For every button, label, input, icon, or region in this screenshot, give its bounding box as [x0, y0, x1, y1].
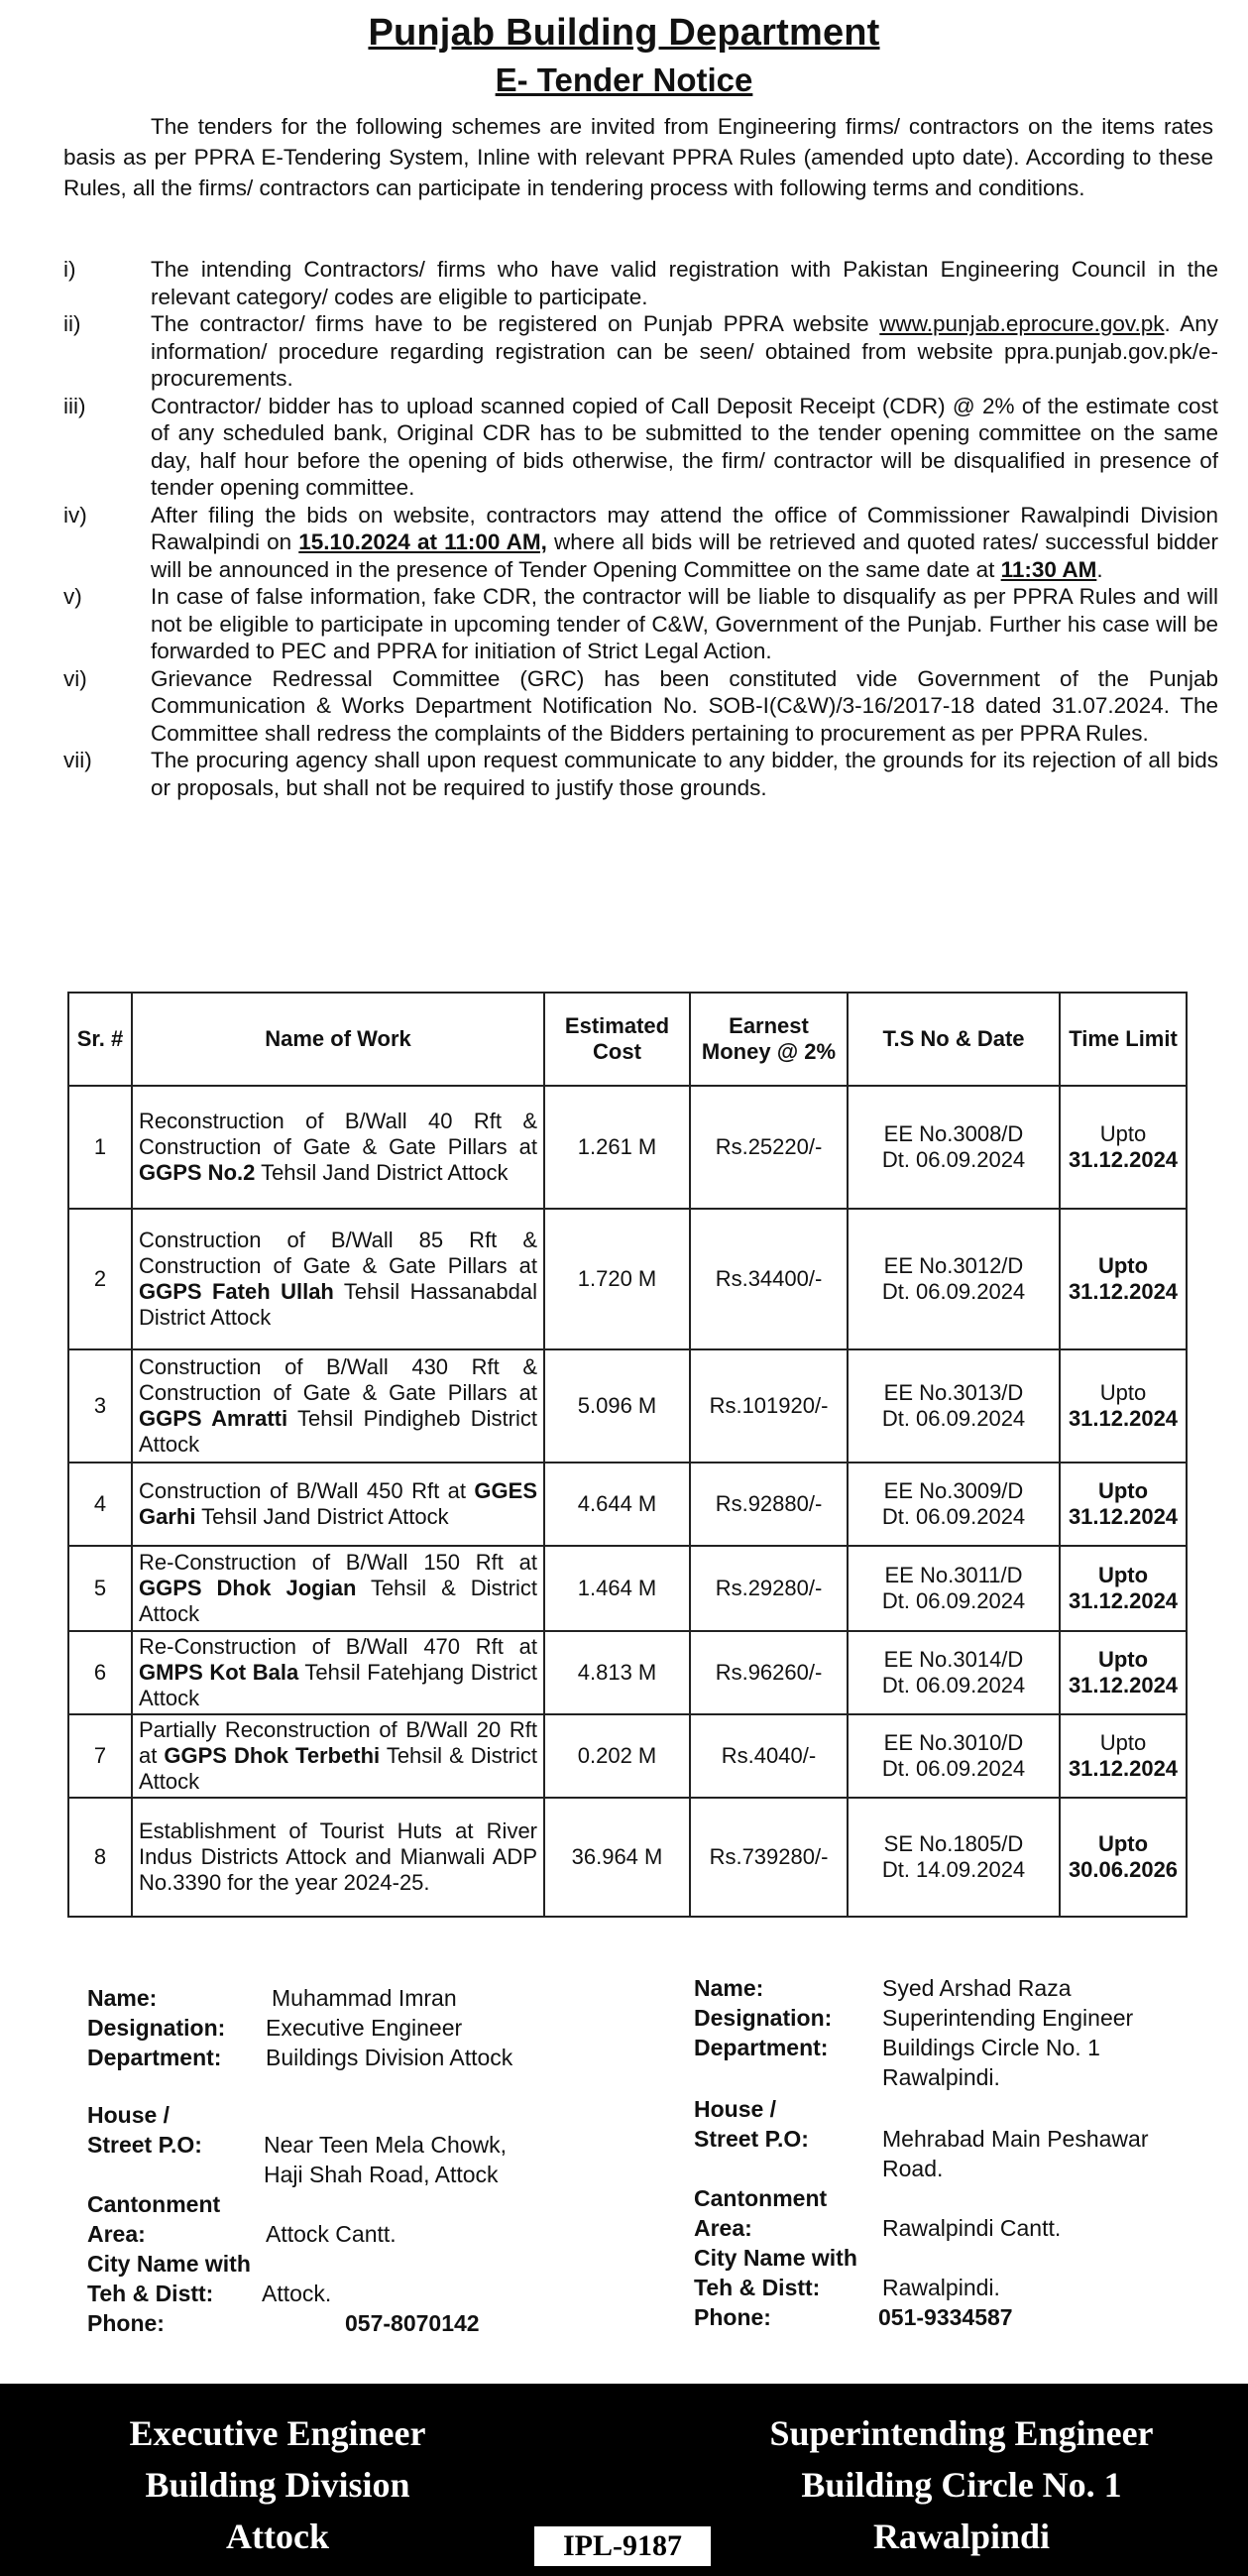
cell-earnest-money: Rs.34400/-: [690, 1209, 848, 1349]
time-limit-label: Upto: [1097, 1831, 1149, 1856]
house-label: House /: [694, 2096, 777, 2122]
cell-sr: 2: [68, 1209, 132, 1349]
cell-sr: 4: [68, 1463, 132, 1546]
cell-time-limit: [1060, 1798, 1187, 1917]
cell-time-limit: [1060, 1714, 1187, 1798]
signature-left: [0, 2407, 555, 2562]
signature-line: Building Circle No. 1: [801, 2465, 1122, 2505]
city-label: City Name with: [87, 2251, 251, 2277]
cell-earnest-money: Rs.29280/-: [690, 1546, 848, 1631]
term-number: iv): [63, 502, 87, 527]
header-earnest-money: Earnest Money @ 2%: [690, 993, 848, 1086]
cell-ts-no-date: [848, 1349, 1060, 1463]
contact-department: Buildings Division Attock: [266, 2045, 513, 2070]
term-item: [63, 747, 1218, 801]
street-label: Street P.O:: [87, 2132, 202, 2158]
cell-name-of-work: [132, 1086, 544, 1209]
term-text-part: .: [1096, 556, 1103, 582]
cell-sr: 1: [68, 1086, 132, 1209]
cell-time-limit: [1060, 1209, 1187, 1349]
cell-sr: 3: [68, 1349, 132, 1463]
cell-name-of-work: [132, 1798, 544, 1917]
signature-line: Rawalpindi: [872, 2517, 1051, 2556]
ts-date: Dt. 06.09.2024: [881, 1504, 1026, 1529]
contact-street: Near Teen Mela Chowk,: [264, 2132, 508, 2158]
cell-name-of-work: [132, 1349, 544, 1463]
term-item: [63, 256, 1218, 310]
teh-distt-label: Teh & Distt:: [87, 2281, 214, 2306]
ts-date: Dt. 06.09.2024: [881, 1279, 1026, 1304]
cell-earnest-money: Rs.92880/-: [690, 1463, 848, 1546]
work-text: Tehsil Jand District Attock: [195, 1504, 449, 1529]
term-text: The intending Contractors/ firms who have valid registration with Pakistan Engineering Council in the relevant category/ codes are eligible to participate.: [151, 257, 1218, 309]
term-item: [63, 502, 1218, 584]
cell-name-of-work: [132, 1714, 544, 1798]
cell-estimated-cost: 4.644 M: [544, 1463, 690, 1546]
name-label: Name:: [694, 1975, 764, 2001]
time-limit-label: Upto: [1099, 1380, 1147, 1405]
phone-label: Phone:: [87, 2310, 165, 2336]
ts-date: Dt. 06.09.2024: [881, 1756, 1026, 1781]
time-limit-label: Upto: [1097, 1478, 1149, 1503]
term-item: [63, 665, 1218, 748]
signature-footer: [0, 2384, 1248, 2576]
time-limit-date: 31.12.2024: [1068, 1673, 1179, 1698]
work-text: Construction of B/Wall 85 Rft & Construction of Gate & Gate Pillars at: [139, 1228, 537, 1278]
contact-right: [694, 1973, 1209, 2332]
header-time-limit: Time Limit: [1060, 993, 1187, 1086]
cell-name-of-work: [132, 1546, 544, 1631]
work-text: Reconstruction of B/Wall 40 Rft & Construction of Gate & Gate Pillars at: [139, 1109, 537, 1159]
cell-time-limit: [1060, 1463, 1187, 1546]
table-row: [68, 1714, 1187, 1798]
term-text-part: After filing the bids on website, contractors may attend the office of Commissioner Rawalpindi Division Rawalpindi on: [151, 502, 1218, 554]
contact-street: Mehrabad Main Peshawar: [882, 2126, 1149, 2152]
signature-line: Superintending Engineer: [769, 2413, 1154, 2453]
cell-ts-no-date: [848, 1631, 1060, 1714]
time-limit-date: 30.06.2026: [1068, 1857, 1179, 1882]
term-text-part: The contractor/ firms have to be registered on Punjab PPRA website: [151, 311, 880, 336]
page-title: Punjab Building Department: [368, 12, 880, 54]
time-limit-label: Upto: [1097, 1563, 1149, 1587]
time-limit-label: Upto: [1097, 1647, 1149, 1672]
cell-estimated-cost: 5.096 M: [544, 1349, 690, 1463]
area-label: Area:: [694, 2215, 752, 2241]
street-label: Street P.O:: [694, 2126, 809, 2152]
term-item: [63, 583, 1218, 665]
signature-line: Executive Engineer: [129, 2413, 426, 2453]
contact-name: Syed Arshad Raza: [882, 1975, 1072, 2001]
cell-ts-no-date: [848, 1798, 1060, 1917]
table-row: [68, 1463, 1187, 1546]
cell-estimated-cost: 1.720 M: [544, 1209, 690, 1349]
ts-number: EE No.3012/D: [883, 1253, 1024, 1278]
work-text: Partially Reconstruction of B/Wall 20 Rft at: [139, 1717, 537, 1768]
cell-time-limit: [1060, 1631, 1187, 1714]
header-ts-no-date: T.S No & Date: [848, 993, 1060, 1086]
cell-earnest-money: Rs.739280/-: [690, 1798, 848, 1917]
table-header-row: [68, 993, 1187, 1086]
cell-estimated-cost: 4.813 M: [544, 1631, 690, 1714]
school-name: GGPS Dhok Terbethi: [164, 1743, 381, 1768]
table-row: [68, 1209, 1187, 1349]
cell-time-limit: [1060, 1086, 1187, 1209]
work-text: Tehsil Pindigheb District Attock: [139, 1406, 537, 1457]
signature-right: [684, 2407, 1239, 2562]
cell-ts-no-date: [848, 1209, 1060, 1349]
cell-ts-no-date: [848, 1463, 1060, 1546]
cantonment-label: Cantonment: [87, 2191, 221, 2217]
cell-ts-no-date: [848, 1546, 1060, 1631]
school-name: GGES Garhi: [139, 1478, 537, 1529]
department-label: Department:: [87, 2045, 222, 2070]
cell-sr: 8: [68, 1798, 132, 1917]
term-item: [63, 310, 1218, 393]
time-limit-label: Upto: [1099, 1121, 1147, 1146]
cell-sr: 5: [68, 1546, 132, 1631]
ts-date: Dt. 14.09.2024: [881, 1857, 1026, 1882]
cell-name-of-work: [132, 1631, 544, 1714]
cell-estimated-cost: 36.964 M: [544, 1798, 690, 1917]
cell-time-limit: [1060, 1349, 1187, 1463]
ts-number: EE No.3010/D: [883, 1730, 1024, 1755]
term-number: vii): [63, 748, 92, 772]
terms-list: [63, 256, 1218, 801]
contact-cantonment: Rawalpindi Cantt.: [882, 2215, 1062, 2241]
cell-time-limit: [1060, 1546, 1187, 1631]
contact-phone: 051-9334587: [878, 2304, 1013, 2330]
time-limit-date: 31.12.2024: [1068, 1406, 1179, 1431]
cell-ts-no-date: [848, 1714, 1060, 1798]
ts-date: Dt. 06.09.2024: [881, 1406, 1026, 1431]
term-text-part: . Any information/ procedure regarding registration can be seen/ obtained from website ppra.punjab.gov.pk/e-procurements.: [151, 311, 1218, 391]
signature-line: Building Division: [145, 2465, 410, 2505]
term-text: The procuring agency shall upon request communicate to any bidder, the grounds for its rejection of all bids or proposals, but shall not be required to justify those grounds.: [151, 748, 1218, 800]
cell-earnest-money: Rs.101920/-: [690, 1349, 848, 1463]
contact-street-2: Road.: [882, 2156, 944, 2181]
contact-designation: Superintending Engineer: [882, 2005, 1134, 2031]
cell-estimated-cost: 1.464 M: [544, 1546, 690, 1631]
cantonment-label: Cantonment: [694, 2185, 828, 2211]
cell-earnest-money: Rs.25220/-: [690, 1086, 848, 1209]
cell-estimated-cost: 0.202 M: [544, 1714, 690, 1798]
time-limit-date: 31.12.2024: [1068, 1588, 1179, 1613]
term-text: [151, 502, 1218, 584]
term-text-part: where all bids will be retrieved and quoted rates/ successful bidder will be announced in the presence of Tender Opening Committee on the same date at: [151, 529, 1218, 582]
opening-datetime: 15.10.2024 at 11:00 AM,: [298, 529, 547, 554]
cell-sr: 6: [68, 1631, 132, 1714]
time-limit-date: 31.12.2024: [1068, 1147, 1179, 1172]
term-text: Contractor/ bidder has to upload scanned copied of Call Deposit Receipt (CDR) @ 2% of the estimate cost of any scheduled bank, Original CDR has to be submitted to the tender opening committee on the same day, half hour before the opening of bids otherwise, the firm/ contractor will be disqualified in presence of tender opening committee.: [151, 393, 1218, 500]
work-text: Re-Construction of B/Wall 150 Rft at: [139, 1550, 537, 1575]
table-row: [68, 1086, 1187, 1209]
term-number: iii): [63, 393, 86, 418]
designation-label: Designation:: [694, 2005, 833, 2031]
table-row: [68, 1546, 1187, 1631]
ts-number: EE No.3009/D: [883, 1478, 1024, 1503]
page-subtitle: E- Tender Notice: [495, 61, 753, 98]
ipl-number-badge: IPL-9187: [532, 2524, 713, 2568]
header-estimated-cost: Estimated Cost: [544, 993, 690, 1086]
area-label: Area:: [87, 2221, 146, 2247]
school-name: GGPS Amratti: [139, 1406, 288, 1431]
contact-name: Muhammad Imran: [272, 1985, 457, 2011]
contact-city: Rawalpindi.: [882, 2275, 1000, 2300]
work-text: Tehsil & District Attock: [139, 1576, 537, 1626]
term-number: vi): [63, 665, 87, 691]
term-number: v): [63, 584, 82, 609]
eprocure-link[interactable]: www.punjab.eprocure.gov.pk: [879, 311, 1165, 336]
contact-left: [87, 1983, 603, 2338]
table-row: [68, 1631, 1187, 1714]
ts-date: Dt. 06.09.2024: [881, 1673, 1026, 1698]
cell-earnest-money: Rs.96260/-: [690, 1631, 848, 1714]
contact-department-2: Rawalpindi.: [882, 2064, 1000, 2090]
time-limit-label: Upto: [1097, 1253, 1149, 1278]
contact-phone: 057-8070142: [345, 2310, 480, 2336]
term-number: i): [63, 257, 76, 282]
school-name: GGPS Fateh Ullah: [139, 1279, 334, 1304]
contact-designation: Executive Engineer: [266, 2015, 463, 2041]
time-limit-date: 31.12.2024: [1068, 1756, 1179, 1781]
work-text: Tehsil Hassanabdal District Attock: [139, 1279, 537, 1330]
table-row: [68, 1349, 1187, 1463]
announcement-time: 11:30 AM: [1000, 556, 1097, 582]
teh-distt-label: Teh & Distt:: [694, 2275, 821, 2300]
time-limit-date: 31.12.2024: [1068, 1504, 1179, 1529]
term-text: [151, 310, 1218, 393]
works-table: [67, 992, 1188, 1918]
work-text: Construction of B/Wall 450 Rft at: [139, 1478, 475, 1503]
ts-date: Dt. 06.09.2024: [881, 1588, 1026, 1613]
contact-department: Buildings Circle No. 1: [882, 2035, 1100, 2060]
school-name: GGPS No.2: [139, 1160, 256, 1185]
signature-line: Attock: [226, 2517, 329, 2556]
header-sr: Sr. #: [68, 993, 132, 1086]
work-text: Tehsil Jand District Attock: [255, 1160, 509, 1185]
cell-earnest-money: Rs.4040/-: [690, 1714, 848, 1798]
school-name: GMPS Kot Bala: [139, 1660, 299, 1685]
work-text: Re-Construction of B/Wall 470 Rft at: [139, 1634, 537, 1659]
term-text: Grievance Redressal Committee (GRC) has been constituted vide Government of the Punjab Communication & Works Department Notification No. SOB-I(C&W)/3-16/2017-18 dated 31.07.2024. The Committee shall redress the complaints of the Bidders pertaining to procurement as per PPRA Rules.: [151, 665, 1218, 746]
work-text: Tehsil & District Attock: [139, 1743, 538, 1794]
work-text: Establishment of Tourist Huts at River Indus Districts Attock and Mianwali ADP No.3390 for the year 2024-25.: [139, 1818, 537, 1895]
cell-ts-no-date: [848, 1086, 1060, 1209]
cell-sr: 7: [68, 1714, 132, 1798]
designation-label: Designation:: [87, 2015, 226, 2041]
school-name: GGPS Dhok Jogian: [139, 1576, 357, 1600]
ts-number: EE No.3011/D: [884, 1563, 1023, 1587]
ts-number: EE No.3008/D: [883, 1121, 1024, 1146]
time-limit-date: 31.12.2024: [1068, 1279, 1179, 1304]
works-table-body: [68, 1086, 1187, 1917]
work-text: Construction of B/Wall 430 Rft & Construction of Gate & Gate Pillars at: [139, 1354, 537, 1405]
department-label: Department:: [694, 2035, 829, 2060]
term-item: [63, 393, 1218, 502]
work-text: Tehsil Fatehjang District Attock: [139, 1660, 538, 1710]
contact-street-2: Haji Shah Road, Attock: [264, 2162, 499, 2187]
intro-paragraph: The tenders for the following schemes are invited from Engineering firms/ contractors on the items rates basis as per PPRA E-Tendering System, Inline with relevant PPRA Rules (amended upto date). According to these Rules, all the firms/ contractors can participate in tendering process with following terms and conditions.: [63, 114, 1213, 200]
ts-number: EE No.3014/D: [883, 1647, 1024, 1672]
name-label: Name:: [87, 1985, 158, 2011]
term-text: In case of false information, fake CDR, the contractor will be liable to disqualify as per PPRA Rules and will not be eligible to participate in upcoming tender of C&W, Government of the Punjab. Further his case will be forwarded to PEC and PPRA for initiation of Strict Legal Action.: [151, 584, 1218, 663]
ts-date: Dt. 06.09.2024: [881, 1147, 1026, 1172]
cell-estimated-cost: 1.261 M: [544, 1086, 690, 1209]
ts-number: SE No.1805/D: [883, 1831, 1024, 1856]
term-number: ii): [63, 311, 81, 336]
time-limit-label: Upto: [1099, 1730, 1147, 1755]
cell-name-of-work: [132, 1209, 544, 1349]
ts-number: EE No.3013/D: [883, 1380, 1024, 1405]
cell-name-of-work: [132, 1463, 544, 1546]
header-name-of-work: Name of Work: [132, 993, 544, 1086]
phone-label: Phone:: [694, 2304, 771, 2330]
table-row: [68, 1798, 1187, 1917]
contact-cantonment: Attock Cantt.: [266, 2221, 397, 2247]
city-label: City Name with: [694, 2245, 857, 2271]
house-label: House /: [87, 2102, 170, 2128]
contact-city: Attock.: [262, 2281, 332, 2306]
